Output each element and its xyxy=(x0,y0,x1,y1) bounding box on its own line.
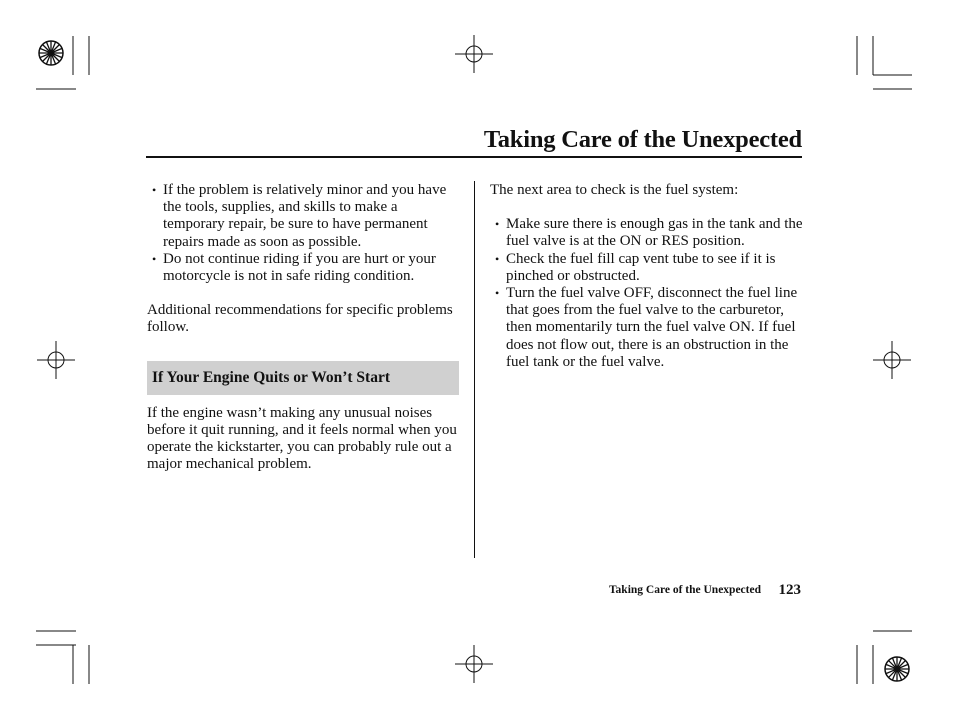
fuel-intro-paragraph: The next area to check is the fuel system: xyxy=(490,182,739,198)
list-item: • Make sure there is enough gas in the tank and the fuel valve is at the ON or RES position. xyxy=(495,216,803,250)
registration-target-bottom xyxy=(455,645,493,683)
starburst-mark-bottom-right xyxy=(881,653,913,685)
recommendations-paragraph: Additional recommendations for specific problems follow. xyxy=(147,302,453,336)
bullet-icon: • xyxy=(152,251,157,266)
left-column xyxy=(147,182,459,473)
engine-body-paragraph: If the engine wasn’t making any unusual noises before it quit running, and it feels normal when you operate the kickstarter, you can probably rule out a major mechanical problem. xyxy=(147,404,457,473)
list-item: • Check the fuel fill cap vent tube to see if it is pinched or obstructed. xyxy=(495,250,776,284)
registration-target-right xyxy=(873,341,911,379)
left-bullet-list xyxy=(147,182,459,285)
starburst-mark-top-left xyxy=(35,37,67,69)
list-item: • Do not continue riding if you are hurt or your motorcycle is not in safe riding condition. xyxy=(152,250,436,285)
right-column xyxy=(490,182,805,371)
page-number: 123 xyxy=(778,582,801,598)
section-subheading: If Your Engine Quits or Won’t Start xyxy=(147,361,459,395)
list-item: • Turn the fuel valve OFF, disconnect the fuel line that goes from the fuel valve to the carburetor, then momentarily turn the fuel valve ON. If fuel does not flow out, there is an obstruction in the fuel tank or the fuel valve. xyxy=(495,285,798,370)
list-item: • If the problem is relatively minor and you have the tools, supplies, and skills to make a temporary repair, be sure to have permanent repairs made as soon as possible. xyxy=(152,182,447,250)
bullet-icon: • xyxy=(495,286,500,301)
bullet-icon: • xyxy=(495,251,500,266)
bullet-icon: • xyxy=(495,217,500,232)
right-bullet-list xyxy=(490,216,805,371)
registration-target-top xyxy=(455,35,493,73)
column-divider xyxy=(474,181,475,558)
bullet-icon: • xyxy=(152,183,157,197)
page-title: Taking Care of the Unexpected xyxy=(483,126,802,153)
registration-target-left xyxy=(37,341,75,379)
footer-section-title: Taking Care of the Unexpected xyxy=(608,584,761,596)
title-rule xyxy=(146,156,802,158)
